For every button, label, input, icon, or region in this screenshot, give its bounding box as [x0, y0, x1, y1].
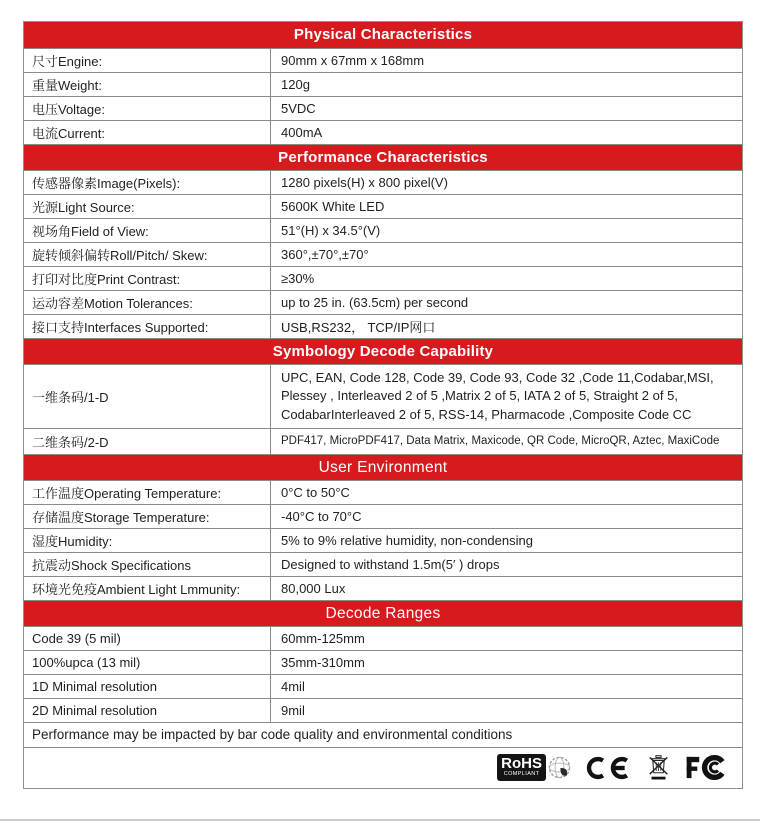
rohs-badge-subtitle: COMPLIANT: [503, 771, 540, 778]
table-row: [24, 120, 742, 144]
spec-value: PDF417, MicroPDF417, Data Matrix, Maxicode, QR Code, MicroQR, Aztec, MaxiCode: [281, 435, 720, 448]
table-row: [24, 96, 742, 120]
spec-label: 二维条码/2-D: [24, 429, 271, 453]
table-row: [24, 428, 742, 453]
table-row: [24, 218, 742, 242]
spec-label: 打印对比度Print Contrast:: [24, 267, 271, 290]
spec-value: 60mm-125mm: [281, 630, 365, 646]
table-row: [24, 480, 742, 504]
table-row: [24, 504, 742, 528]
globe-icon: [547, 755, 572, 780]
spec-value: up to 25 in. (63.5cm) per second: [281, 295, 469, 310]
spec-value: 4mil: [281, 678, 305, 694]
performance-note: Performance may be impacted by bar code quality and environmental conditions: [32, 727, 513, 743]
spec-value: -40°C to 70°C: [281, 508, 362, 524]
rohs-badge-box: [497, 754, 546, 781]
table-row: [24, 290, 742, 314]
table-row: [24, 266, 742, 290]
spec-value: 35mm-310mm: [281, 654, 365, 670]
spec-label: 工作温度Operating Temperature:: [24, 481, 271, 504]
spec-value: Designed to withstand 1.5m(5′ ) drops: [281, 556, 500, 572]
table-row: [24, 364, 742, 428]
table-row: [24, 576, 742, 600]
rohs-badge-title: RoHS: [501, 755, 542, 773]
spec-value: 5600K White LED: [281, 199, 385, 214]
section-header-user-environment: User Environment: [24, 454, 742, 480]
spec-value: ≥30%: [281, 271, 315, 286]
table-row: [24, 698, 742, 722]
spec-label: 100%upca (13 mil): [24, 651, 271, 674]
spec-label: 传感器像素Image(Pixels):: [24, 171, 271, 194]
spec-value: UPC, EAN, Code 128, Code 39, Code 93, Code 32 ,Code 11,Codabar,MSI, Plessey , Interleaved 2 of 5 ,Matrix 2 of 5, IATA 2 of 5, Straight 2 of 5, CodabarInterleaved 2 of 5, RSS-14, Pharmacode ,Composite Code CC: [281, 370, 714, 422]
spec-value: 9mil: [281, 702, 305, 718]
spec-label: 接口支持Interfaces Supported:: [24, 315, 271, 338]
section-header-physical-characteristics: Physical Characteristics: [24, 22, 742, 48]
spec-label: 重量Weight:: [24, 73, 271, 96]
spec-value: 5% to 9% relative humidity, non-condensing: [281, 532, 533, 548]
page-bottom-rule: [0, 819, 760, 821]
section-header-decode-ranges: Decode Ranges: [24, 600, 742, 626]
table-row: [24, 242, 742, 266]
spec-label: 1D Minimal resolution: [24, 675, 271, 698]
spec-label: 一维条码/1-D: [24, 365, 271, 428]
spec-label: 光源Light Source:: [24, 195, 271, 218]
spec-value: USB,RS232， TCP/IP网口: [281, 320, 436, 335]
spec-value: 51°(H) x 34.5°(V): [281, 223, 381, 238]
spec-value: 120g: [281, 77, 310, 92]
spec-label: 抗震动Shock Specifications: [24, 553, 271, 576]
section-header-symbology-decode-capability: Symbology Decode Capability: [24, 338, 742, 364]
table-row: [24, 314, 742, 338]
spec-label: 湿度Humidity:: [24, 529, 271, 552]
certifications-row: [24, 747, 742, 788]
spec-label: 运动容差Motion Tolerances:: [24, 291, 271, 314]
spec-label: 视场角Field of View:: [24, 219, 271, 242]
spec-label: 电流Current:: [24, 121, 271, 144]
spec-label: 存储温度Storage Temperature:: [24, 505, 271, 528]
spec-value: 1280 pixels(H) x 800 pixel(V): [281, 175, 448, 190]
spec-label: 旋转倾斜偏转Roll/Pitch/ Skew:: [24, 243, 271, 266]
spec-label: 尺寸Engine:: [24, 49, 271, 72]
spec-value: 360°,±70°,±70°: [281, 247, 369, 262]
spec-label: 电压Voltage:: [24, 97, 271, 120]
spec-label: Code 39 (5 mil): [24, 627, 271, 650]
ce-mark-icon: [585, 756, 635, 780]
table-row: [24, 170, 742, 194]
table-row: [24, 650, 742, 674]
specification-table: [23, 21, 743, 789]
performance-note-row: [24, 722, 742, 747]
spec-value: 0°C to 50°C: [281, 484, 350, 500]
spec-value: 5VDC: [281, 101, 316, 116]
table-row: [24, 48, 742, 72]
table-row: [24, 72, 742, 96]
fcc-logo-icon: [682, 754, 728, 781]
table-row: [24, 674, 742, 698]
table-row: [24, 626, 742, 650]
section-header-performance-characteristics: Performance Characteristics: [24, 144, 742, 170]
table-row: [24, 194, 742, 218]
spec-value: 400mA: [281, 125, 323, 140]
spec-label: 环境光免疫Ambient Light Lmmunity:: [24, 577, 271, 600]
rohs-compliant-badge: [497, 754, 572, 781]
spec-value: 90mm x 67mm x 168mm: [281, 53, 425, 68]
spec-label: 2D Minimal resolution: [24, 699, 271, 722]
weee-crossed-bin-icon: [648, 754, 669, 781]
table-row: [24, 528, 742, 552]
table-row: [24, 552, 742, 576]
spec-value: 80,000 Lux: [281, 580, 346, 596]
